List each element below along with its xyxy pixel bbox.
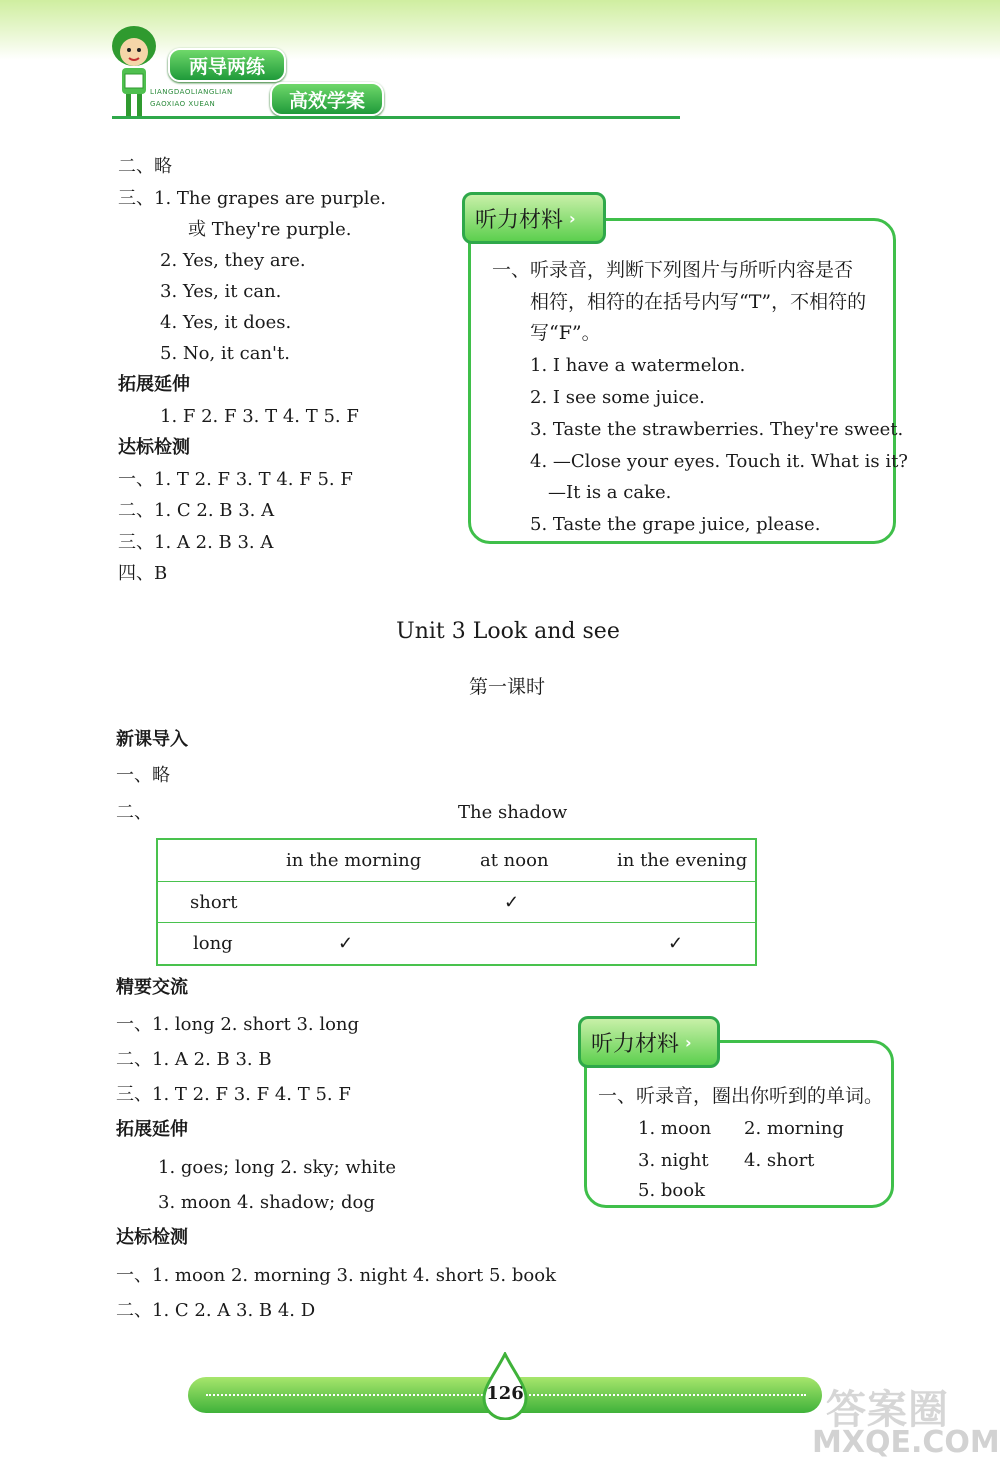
section-heading: 精要交流	[116, 977, 188, 998]
answer-line: 一、1. moon 2. morning 3. night 4. short 5. book	[116, 1265, 556, 1286]
listening-material-tag	[578, 1016, 720, 1068]
listening-word: 1. moon	[638, 1118, 712, 1139]
listening-word: 5. book	[638, 1180, 705, 1201]
header-divider	[112, 116, 680, 119]
answer-line: 二、略	[118, 156, 172, 177]
answer-line: 一、略	[116, 765, 170, 786]
answer-line: 四、B	[118, 563, 168, 584]
listening-item: —It is a cake.	[548, 482, 672, 503]
table-header-cell: at noon	[480, 850, 549, 871]
shadow-table	[156, 838, 757, 966]
series-title-badge: 两导两练	[168, 48, 286, 82]
section-heading: 拓展延伸	[118, 374, 190, 395]
table-cell: ✓	[504, 892, 520, 913]
listening-instruction: 相符，相符的在括号内写“T”，不相符的	[530, 291, 867, 313]
listening-tag-label: 听力材料	[475, 207, 564, 233]
listening-item: 1. I have a watermelon.	[530, 355, 746, 376]
answer-line: 二、1. C 2. A 3. B 4. D	[116, 1300, 316, 1321]
answer-line: 1. F 2. F 3. T 4. T 5. F	[160, 406, 359, 427]
table-cell: ✓	[668, 933, 684, 954]
chevron-right-icon: ›	[569, 208, 576, 228]
unit-title: Unit 3 Look and see	[396, 619, 620, 644]
answer-line: 一、1. long 2. short 3. long	[116, 1014, 360, 1035]
section-heading: 新课导入	[116, 729, 188, 750]
answer-line: 2. Yes, they are.	[160, 250, 306, 271]
lesson-title: 第一课时	[468, 676, 545, 698]
answer-line: 4. Yes, it does.	[160, 312, 292, 333]
table-row	[158, 923, 755, 964]
pinyin-line-1: LIANGDAOLIANGLIAN	[150, 88, 233, 96]
answer-line: 1. goes; long 2. sky; white	[158, 1157, 396, 1178]
answer-line: 或 They're purple.	[188, 219, 352, 240]
listening-tag-label: 听力材料	[591, 1031, 680, 1057]
listening-word: 3. night	[638, 1150, 709, 1171]
listening-word: 4. short	[744, 1150, 815, 1171]
table-header-row	[158, 840, 755, 881]
table-cell: short	[190, 892, 238, 913]
chevron-right-icon: ›	[685, 1032, 692, 1052]
listening-item: 4. —Close your eyes. Touch it. What is it?	[530, 451, 908, 472]
answer-line: 三、1. A 2. B 3. A	[118, 532, 274, 553]
answer-line: 一、1. T 2. F 3. T 4. F 5. F	[118, 469, 353, 490]
table-header-cell: in the evening	[617, 850, 748, 871]
table-cell: long	[193, 933, 233, 954]
listening-instruction: 一、听录音，圈出你听到的单词。	[598, 1085, 884, 1107]
table-header-cell: in the morning	[286, 850, 422, 871]
answer-line: 5. No, it can't.	[160, 343, 290, 364]
listening-item: 5. Taste the grape juice, please.	[530, 514, 821, 535]
answer-line: 二、	[116, 802, 152, 823]
table-row	[158, 882, 755, 923]
section-heading: 达标检测	[116, 1227, 188, 1248]
listening-instruction: 写“F”。	[530, 322, 601, 344]
answer-line: 二、1. C 2. B 3. A	[118, 500, 275, 521]
watermark-logo: 答案圈	[826, 1387, 949, 1433]
answer-line: 二、1. A 2. B 3. B	[116, 1049, 272, 1070]
series-subtitle-badge: 高效学案	[270, 82, 384, 116]
page-number: 126	[486, 1383, 524, 1404]
watermark-url: MXQE.COM	[812, 1425, 1000, 1460]
listening-word: 2. morning	[744, 1118, 844, 1139]
section-heading: 拓展延伸	[116, 1119, 188, 1140]
listening-instruction: 一、听录音，判断下列图片与所听内容是否	[492, 259, 854, 281]
answer-line: 三、1. T 2. F 3. F 4. T 5. F	[116, 1084, 351, 1105]
table-caption: The shadow	[458, 802, 568, 823]
listening-item: 2. I see some juice.	[530, 387, 705, 408]
answer-line: 3. Yes, it can.	[160, 281, 282, 302]
pinyin-line-2: GAOXIAO XUEAN	[150, 100, 216, 108]
table-cell: ✓	[338, 933, 354, 954]
listening-item: 3. Taste the strawberries. They're sweet.	[530, 419, 904, 440]
section-heading: 达标检测	[118, 437, 190, 458]
answer-line: 3. moon 4. shadow; dog	[158, 1192, 375, 1213]
listening-material-tag	[462, 192, 606, 244]
answer-line: 三、1. The grapes are purple.	[118, 188, 386, 209]
